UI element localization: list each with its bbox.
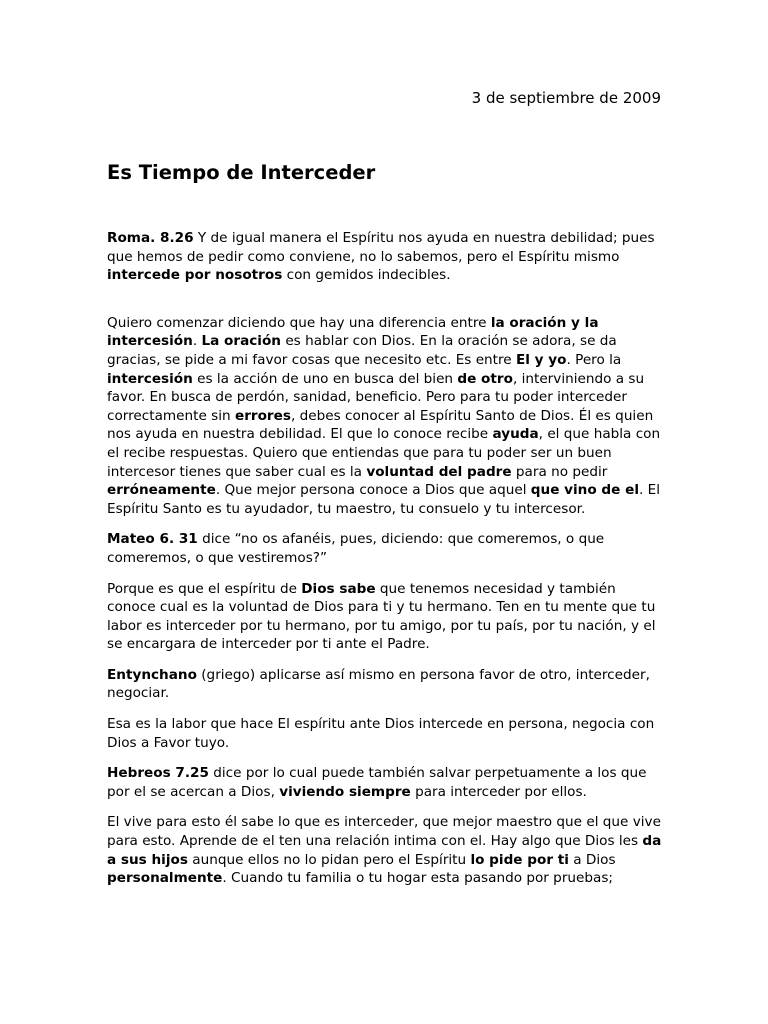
text-run: es la acción de uno en busca del bien (192, 370, 458, 387)
bold-text-run: Entynchano (107, 666, 197, 683)
text-run: dice por lo cual puede también salvar perpetuamente a los que por el se acercan a Dios, (107, 765, 647, 800)
bold-text-run: erróneamente (107, 482, 216, 499)
bold-text-run: intercesión (107, 370, 193, 387)
text-run: Quiero comenzar diciendo que hay una diferencia entre (107, 314, 491, 331)
paragraph-el-vive (107, 813, 663, 887)
bold-text-run: viviendo siempre (279, 783, 411, 800)
text-run: . (192, 333, 202, 350)
paragraph-hebreos-7-25 (107, 764, 663, 801)
bold-text-run: lo pide por ti (470, 851, 569, 868)
bold-text-run: Dios sabe (301, 580, 376, 597)
text-run: dice “no os afanéis, pues, diciendo: que comeremos, o que comeremos, o que vestiremos?” (107, 531, 605, 566)
text-run: , el que habla con el recibe respuestas. Quiero que entiendas que para tu poder ser un buen intercesor tienes que saber cual es la (107, 426, 661, 480)
document-title: Es Tiempo de Interceder (107, 161, 376, 184)
bold-text-run: Hebreos 7.25 (107, 765, 209, 782)
bold-text-run: ayuda (492, 426, 539, 443)
bold-text-run: El y yo (515, 351, 567, 368)
text-run: para interceder por ellos. (410, 783, 587, 800)
text-run: que tenemos necesidad y también conoce cual es la voluntad de Dios para ti y tu hermano. Ten en tu mente que tu labor es interceder por tu hermano, por tu amigo, por tu país, por tu nación, y el se encargara de interceder por ti ante el Padre. (107, 580, 656, 653)
bold-text-run: que vino de el (530, 482, 639, 499)
text-run: El vive para esto él sabe lo que es interceder, que mejor maestro que el que vive para esto. Aprende de el ten una relación intima con el. Hay algo que Dios les (107, 814, 661, 850)
bold-text-run: Mateo 6. 31 (107, 531, 198, 548)
bold-text-run: da a sus hijos (107, 833, 662, 868)
text-run: con gemidos indecibles. (282, 267, 451, 284)
bold-text-run: la oración y la intercesión (107, 314, 599, 350)
document-body (107, 229, 663, 900)
bold-text-run: La oración (201, 333, 281, 350)
paragraph-romanos-8-26 (107, 229, 663, 285)
text-run: . El Espíritu Santo es tu ayudador, tu maestro, tu consuelo y tu intercesor. (107, 482, 661, 517)
text-run: es hablar con Dios. En la oración se adora, se da gracias, se pide a mi favor cosas que necesito etc. Es entre (107, 333, 617, 368)
paragraph-dios-sabe (107, 580, 663, 654)
text-run: . Que mejor persona conoce a Dios que aquel (215, 482, 531, 499)
bold-text-run: intercede por nosotros (107, 267, 283, 284)
text-run: Esa es la labor que hace El espíritu ante Dios intercede en persona, negocia con Dios a Favor tuyo. (107, 716, 655, 751)
text-run: Y de igual manera el Espíritu nos ayuda en nuestra debilidad; pues que hemos de pedir como conviene, no lo sabemos, pero el Espíritu mismo (107, 230, 655, 265)
text-run: , debes conocer al Espíritu Santo de Dios. Él es quien nos ayuda en nuestra debilidad. El que lo conoce recibe (107, 407, 654, 443)
document-date: 3 de septiembre de 2009 (471, 89, 661, 107)
text-run: . Pero la (566, 351, 622, 368)
text-run: a Dios (568, 851, 616, 868)
bold-text-run: personalmente (107, 870, 223, 887)
paragraph-labor-espiritu (107, 715, 663, 752)
text-run: Porque es que el espíritu de (107, 580, 302, 597)
paragraph-mateo-6-31 (107, 530, 663, 567)
text-run: para no pedir (511, 463, 608, 480)
bold-text-run: voluntad del padre (366, 463, 512, 480)
text-run: (griego) aplicarse así mismo en persona favor de otro, interceder, negociar. (107, 666, 650, 702)
paragraph-entynchano (107, 666, 663, 703)
text-run: , interviniendo a su favor. En busca de perdón, sanidad, beneficio. Pero para tu poder interceder correctamente sin (107, 370, 645, 424)
text-run: aunque ellos no lo pidan pero el Espíritu (187, 851, 471, 868)
text-run: . Cuando tu familia o tu hogar esta pasando por pruebas; (222, 870, 614, 887)
bold-text-run: de otro (457, 370, 513, 387)
paragraph-oracion-intercesion (107, 314, 663, 519)
bold-text-run: errores (234, 407, 291, 424)
bold-text-run: Roma. 8.26 (107, 230, 194, 246)
